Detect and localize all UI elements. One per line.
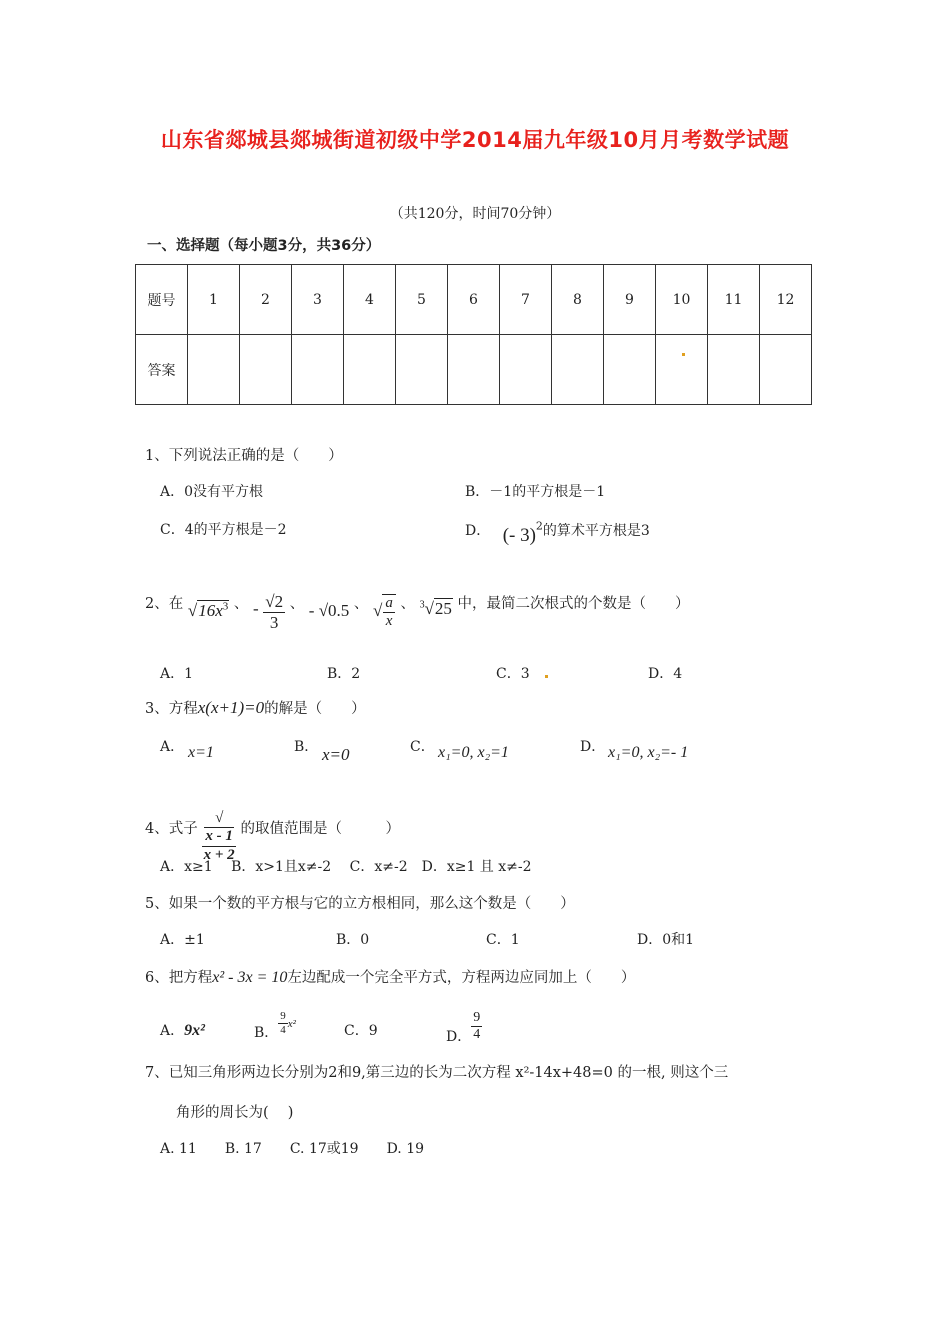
question-number-cell: 7 — [500, 265, 552, 335]
q4-prefix: 4、式子 — [145, 820, 198, 837]
answer-cell[interactable] — [188, 335, 240, 405]
q2-expr-1: $√16x^3$ — [187, 600, 229, 621]
q7-stem-line2: 角形的周长为( ) — [176, 1105, 294, 1121]
answer-cell[interactable] — [448, 335, 500, 405]
question-number-cell: 3 — [292, 265, 344, 335]
q6-option-d-num: 9 — [471, 1010, 482, 1027]
answer-table — [135, 264, 812, 405]
q2-suffix: 中，最简二次根式的个数是（ ） — [457, 596, 690, 613]
q6-suffix: 左边配成一个完全平方式，方程两边应同加上（ ） — [287, 970, 636, 986]
q3-option-a-label: A． — [160, 739, 185, 755]
q2-expr-4: √ $\frac{a}{x}$ — [373, 601, 396, 620]
q5-option-a: A．±1 — [160, 932, 205, 948]
q2-expr-5-index: 3 — [419, 599, 425, 611]
q1-option-d — [465, 519, 650, 546]
stray-mark-2 — [545, 675, 548, 678]
q3-stem — [145, 697, 366, 718]
q1-d-exponent: 2 — [535, 519, 543, 533]
section-heading: 一、选择题（每小题3分，共36分） — [147, 238, 381, 254]
q3-option-b: x=0 — [322, 745, 350, 764]
q2-expr-3: - √0.5 — [308, 601, 350, 621]
q7-options: A. 11 B. 17 C. 17或19 D. 19 — [160, 1141, 425, 1157]
q4-stem — [145, 802, 400, 863]
answer-cell[interactable] — [760, 335, 812, 405]
q7-stem-line1: 7、已知三角形两边长分别为2和9,第三边的长为二次方程 x²-14x+48=0 的一根, 则这个三 — [145, 1065, 729, 1081]
row-label-number: 题号 — [136, 265, 188, 335]
answer-cell[interactable] — [500, 335, 552, 405]
q6-option-b-label: B． — [254, 1025, 279, 1042]
q2-expr-5: $^3$√25 — [419, 599, 452, 619]
q2-expr-2-neg: - — [252, 599, 259, 619]
q3-suffix: 的解是（ ） — [264, 701, 366, 717]
question-number-cell: 6 — [448, 265, 500, 335]
q2-expr-2 — [263, 592, 285, 632]
q1-option-b: B．－1的平方根是－1 — [465, 484, 606, 500]
q5-stem: 5、如果一个数的平方根与它的立方根相同，那么这个数是（ ） — [145, 896, 575, 912]
q3-prefix: 3、方程 — [145, 701, 198, 717]
question-number-cell: 1 — [188, 265, 240, 335]
q5-option-b: B．0 — [336, 932, 370, 948]
q3-equation: x(x+1)=0 — [197, 698, 265, 717]
answer-cell[interactable] — [240, 335, 292, 405]
q3-option-b-label: B． — [294, 739, 319, 755]
q6-option-d — [446, 1010, 482, 1043]
question-number-cell: 12 — [760, 265, 812, 335]
q6-option-d-den: 4 — [473, 1027, 481, 1043]
q2-sep-1: 、 — [233, 596, 249, 613]
q1-d-text: 的算术平方根是3 — [542, 523, 650, 539]
q6-stem — [145, 966, 635, 987]
q2-option-b: B．2 — [327, 666, 361, 682]
q2-prefix: 2、在 — [145, 596, 184, 613]
q6-option-d-label: D． — [446, 1028, 472, 1045]
q2-expr-2-den: 3 — [269, 612, 279, 632]
q2-expr-1-exponent: 3 — [222, 600, 229, 613]
q6-option-b-num: 9 — [280, 1010, 286, 1022]
q2-option-d: D．4 — [648, 666, 683, 682]
answer-cell[interactable] — [396, 335, 448, 405]
q4-numerator: x - 1 — [205, 828, 233, 845]
answer-cell[interactable] — [292, 335, 344, 405]
q4-options: A．x≥1 B．x>1且x≠-2 C．x≠-2 D．x≥1 且 x≠-2 — [160, 859, 532, 875]
q1-option-c: C．4的平方根是－2 — [160, 522, 287, 538]
page-title: 山东省郯城县郯城街道初级中学2014届九年级10月月考数学试题 — [160, 128, 790, 152]
q6-option-c: C．9 — [344, 1023, 378, 1039]
answer-cell[interactable] — [604, 335, 656, 405]
q6-option-b-den: 4 — [280, 1023, 286, 1036]
q2-expr-2-num: √2 — [265, 592, 284, 611]
q6-option-a-label: A． — [160, 1023, 185, 1039]
q1-d-label: D． — [465, 523, 491, 539]
q2-sep-2: 、 — [289, 596, 305, 613]
q3-option-d-label: D． — [580, 739, 606, 755]
q2-sep-3: 、 — [353, 596, 369, 613]
q6-option-b-var: x² — [287, 1018, 296, 1031]
exam-info: （共120分，时间70分钟） — [389, 206, 561, 222]
q2-stem — [145, 584, 690, 632]
question-number-cell: 10 — [656, 265, 708, 335]
question-number-cell: 4 — [344, 265, 396, 335]
stray-mark — [682, 353, 685, 356]
question-number-cell: 8 — [552, 265, 604, 335]
q6-option-a — [160, 1020, 205, 1040]
q4-suffix: 的取值范围是（ ） — [240, 820, 400, 837]
q5-option-d: D．0和1 — [637, 932, 695, 948]
q3-option-d: x₁=0, x₂=- 1 — [608, 744, 689, 761]
q1-option-a: A．0没有平方根 — [160, 484, 264, 500]
q4-denominator: x + 2 — [203, 846, 235, 863]
question-number-cell: 2 — [240, 265, 292, 335]
answer-cell[interactable] — [656, 335, 708, 405]
q6-prefix: 6、把方程 — [145, 970, 213, 986]
q3-option-c-label: C． — [410, 739, 435, 755]
q3-option-c: x₁=0, x₂=1 — [438, 744, 509, 761]
q1-d-expression: (- 3) — [502, 525, 536, 546]
q4-fraction: √ x - 1 x + 2 — [203, 810, 235, 863]
q6-equation: x² - 3x = 10 — [212, 969, 288, 986]
q6-option-a-math: 9x² — [184, 1022, 205, 1039]
q6-option-b — [254, 1010, 296, 1042]
q2-expr-4-num: a — [383, 595, 395, 613]
q3-option-a: x=1 — [188, 744, 214, 761]
q2-expr-5-radicand: 25 — [434, 599, 452, 619]
q1-stem: 1、下列说法正确的是（ ） — [145, 448, 343, 464]
answer-cell[interactable] — [344, 335, 396, 405]
q2-sep-4: 、 — [400, 596, 415, 613]
q2-option-a: A．1 — [160, 666, 194, 682]
row-label-answer: 答案 — [136, 335, 188, 405]
answer-cell[interactable] — [708, 335, 760, 405]
answer-cell[interactable] — [552, 335, 604, 405]
question-number-cell: 9 — [604, 265, 656, 335]
question-number-cell: 5 — [396, 265, 448, 335]
q2-option-c: C．3 — [496, 666, 530, 682]
question-number-cell: 11 — [708, 265, 760, 335]
q2-expr-4-den: x — [385, 613, 393, 630]
q5-option-c: C．1 — [486, 932, 520, 948]
q2-expr-1-radicand: 16x — [198, 601, 223, 621]
